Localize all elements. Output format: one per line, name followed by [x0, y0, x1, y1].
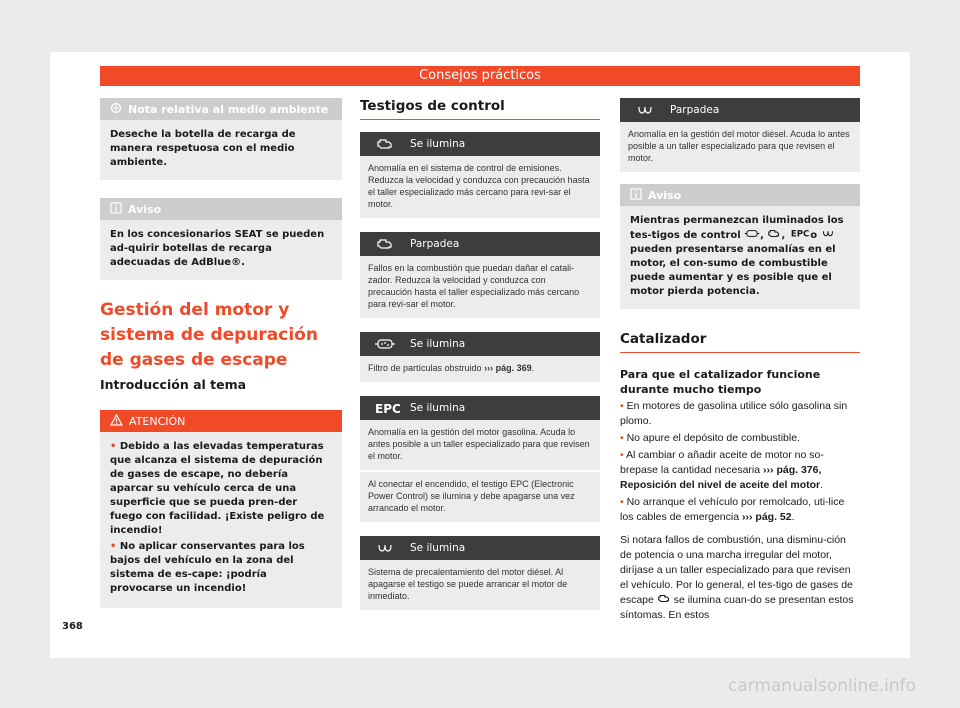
- page-number: 368: [62, 621, 83, 632]
- column-middle: [360, 98, 600, 624]
- lamp-epc: EPC Se ilumina Anomalía en la gestión del motor gasolina. Acuda lo antes posible a un taller especializado para que revisen el motor. Al conectar el encendido, el testigo EPC (Electronic Power Control) se ilumina y debe apagarse una vez arrancado el motor.: [360, 396, 600, 522]
- lamp-emission-lit: Se ilumina Anomalía en el sistema de control de emisiones. Reduzca la velocidad y conduzca con precaución hasta el taller especializado más cercano para revi-sar el motor.: [360, 132, 600, 218]
- svg-text:EPC: EPC: [375, 402, 401, 416]
- testigos-heading: Testigos de control: [360, 98, 600, 120]
- lamp-header: Se ilumina: [360, 332, 600, 356]
- watermark: carmanualsonline.info: [727, 676, 916, 696]
- environment-note-title: Nota relativa al medio ambiente: [128, 102, 329, 116]
- list-item: • No arranque el vehículo por remolcado, uti-lice los cables de emergencia ››› pág. 52.: [620, 496, 845, 523]
- info-icon: [630, 188, 642, 203]
- lamp-header: Se ilumina: [360, 536, 600, 560]
- lamp-header: Se ilumina: [360, 132, 600, 156]
- aviso-box-right: [620, 184, 860, 309]
- particle-filter-icon: [744, 230, 760, 241]
- lamp-emission-blink: Parpadea Fallos en la combustión que puedan dañar el catali-zador. Reduzca la velocidad y conduzca con precaución hasta el taller especializado más cercano para revi-sar el motor.: [360, 232, 600, 318]
- bullet-icon: •: [620, 400, 627, 412]
- warning-triangle-icon: [110, 414, 123, 429]
- bullet-icon: •: [620, 432, 627, 444]
- particle-filter-icon: [360, 338, 410, 350]
- environment-note-header: [100, 98, 342, 120]
- leaf-icon: [110, 102, 122, 117]
- bullet-icon: •: [110, 441, 120, 452]
- aviso-header: [620, 184, 860, 206]
- column-right: [620, 98, 860, 625]
- engine-check-icon: [360, 238, 410, 250]
- column-left: [100, 98, 342, 626]
- aviso-title: Aviso: [648, 188, 682, 202]
- aviso-text: Mientras permanezcan iluminados los tes-tigos de control , , EPC o pueden presentarse anomalías en el motor, el con-sumo de combustible puede aumentar y es posible que el motor pierda potencia.: [630, 215, 844, 297]
- environment-note-box: [100, 98, 342, 180]
- lamp-particle-filter: Se ilumina Filtro de partículas obstruido ››› pág. 369.: [360, 332, 600, 382]
- page-reference-link[interactable]: ››› pág. 52: [742, 511, 792, 523]
- info-icon: [110, 202, 122, 217]
- epc-icon: [360, 401, 410, 415]
- bullet-icon: •: [620, 496, 627, 508]
- atencion-header: [100, 410, 342, 432]
- lamp-header: Parpadea: [360, 232, 600, 256]
- lamp-header: EPC Se ilumina: [360, 396, 600, 420]
- engine-check-icon: [360, 138, 410, 150]
- page-reference-link[interactable]: ››› pág. 376, Reposición del nivel de aceite del motor: [620, 464, 822, 491]
- chapter-header: Consejos prácticos: [100, 66, 860, 86]
- catalizador-bullets: [620, 399, 860, 623]
- catalizador-lead: Para que el catalizador funcione durante mucho tiempo: [620, 368, 821, 396]
- atencion-box: [100, 410, 342, 608]
- lamp-glow-plug-blink: Parpadea Anomalía en la gestión del motor diésel. Acuda lo antes posible a un taller especializado para que revisen el motor.: [620, 98, 860, 172]
- aviso-header: [100, 198, 342, 220]
- engine-check-icon: [657, 594, 671, 606]
- subsection-title: Introducción al tema: [100, 377, 247, 392]
- section-title: Gestión del motor y sistema de depuración de gases de escape: [100, 300, 318, 370]
- aviso-text: En los concesionarios SEAT se pueden ad-quirir botellas de recarga adecuadas de AdBlue®.: [110, 229, 325, 268]
- list-item: • Al cambiar o añadir aceite de motor no so-brepase la cantidad necesaria ››› pág. 376, Reposición del nivel de aceite del motor.: [620, 449, 824, 491]
- engine-check-icon: [767, 230, 781, 241]
- glow-plug-icon: [620, 104, 670, 116]
- bullet-icon: •: [110, 541, 120, 552]
- atencion-title: ATENCIÓN: [129, 414, 186, 428]
- catalizador-heading: Catalizador: [620, 331, 860, 353]
- catalizador-paragraph: Si notara fallos de combustión, una disminu-ción de potencia o una marcha irregular del motor, diríjase a un taller especializado para que revisen el vehículo. Por lo general, el tes-tigo de gases de escape se ilumina cuan-do se presentan estos síntomas. En estos: [620, 534, 854, 621]
- bullet-icon: •: [620, 449, 627, 461]
- glow-plug-icon: [821, 230, 835, 241]
- atencion-item: • Debido a las elevadas temperaturas que alcanza el sistema de depuración de gases de escape, no debería aparcar su vehículo cerca de una superficie que se pueda pren-der fuego con facilidad. ¡Existe peligro de incendio!: [110, 441, 325, 536]
- atencion-item: • No aplicar conservantes para los bajos del vehículo en la zona del sistema de es-cape: ¡podría provocarse un incendio!: [110, 541, 305, 594]
- list-item: • En motores de gasolina utilice sólo gasolina sin plomo.: [620, 400, 848, 427]
- list-item: • No apure el depósito de combustible.: [620, 432, 800, 444]
- atencion-body: [100, 432, 342, 608]
- lamp-glow-plug: Se ilumina Sistema de precalentamiento del motor diésel. Al apagarse el testigo se puede arrancar el motor de inmediato.: [360, 536, 600, 610]
- lamp-header: Parpadea: [620, 98, 860, 122]
- page-reference-link[interactable]: ››› pág. 369: [484, 363, 532, 373]
- svg-text:EPC: EPC: [790, 229, 810, 240]
- epc-icon: [789, 229, 810, 241]
- aviso-title: Aviso: [128, 202, 162, 216]
- environment-note-text: Deseche la botella de recarga de manera respetuosa con el medio ambiente.: [110, 129, 296, 168]
- aviso-box: [100, 198, 342, 280]
- glow-plug-icon: [360, 542, 410, 554]
